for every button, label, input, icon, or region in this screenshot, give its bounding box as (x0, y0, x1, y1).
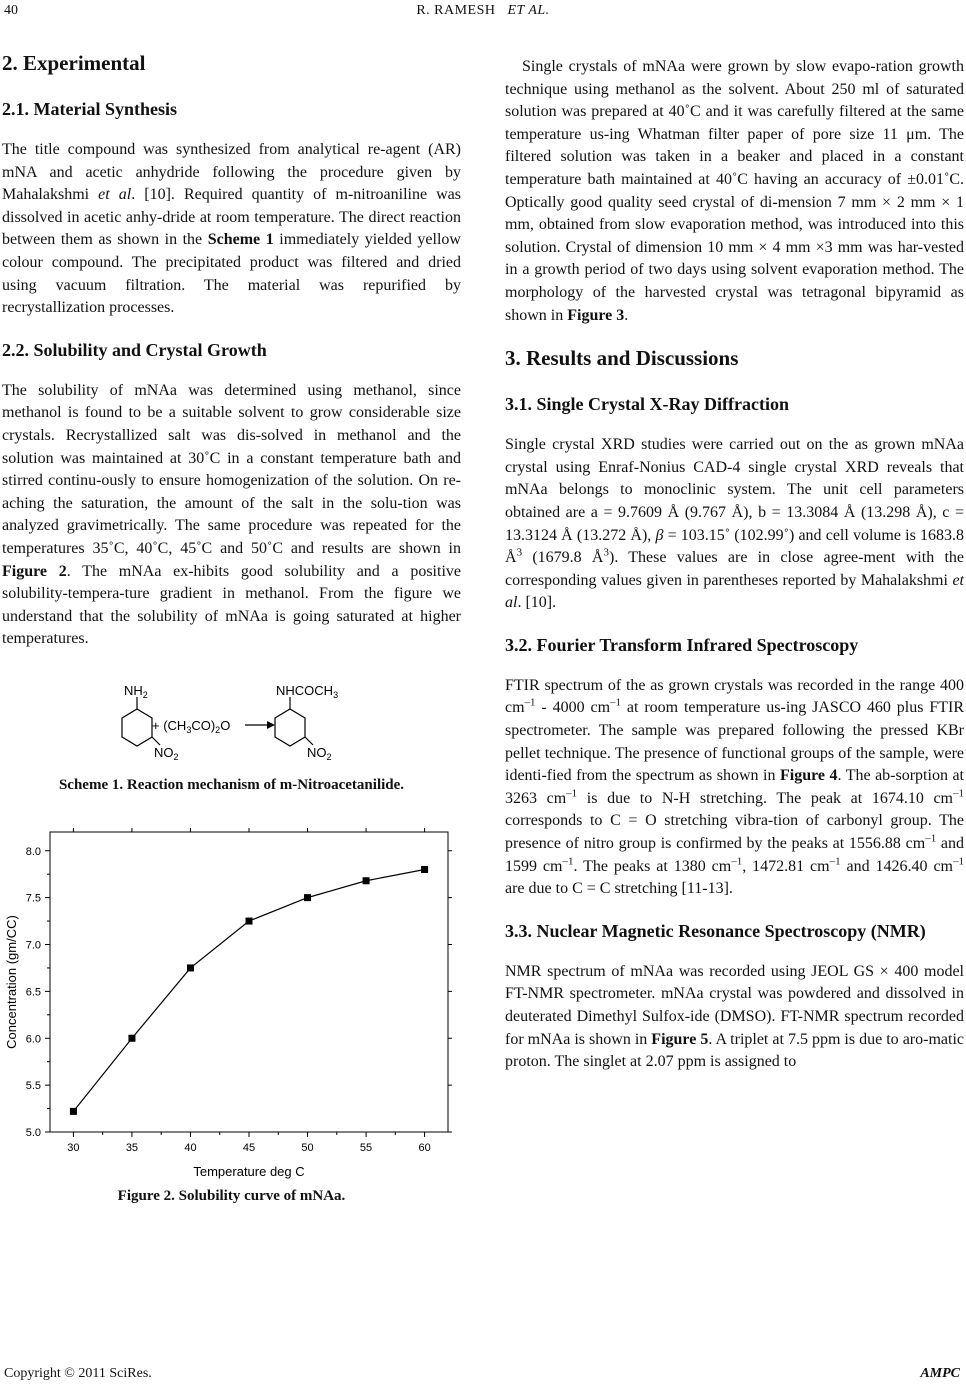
scheme-1-reaction (2, 679, 461, 771)
figure-2-caption: Figure 2. Solubility curve of mNAa. (117, 1187, 346, 1204)
chart-x-tick-label: 40 (184, 1141, 197, 1154)
chart-x-axis-label: Temperature deg C (193, 1163, 305, 1179)
scheme-no2-label: $NO_2$ (154, 744, 179, 762)
paragraph-solubility: The solubility of mNAa was determined using methanol, since methanol is found to be a suitable solvent to grow considerable size crystals. Recrystallized salt was dis-solved in methanol and the solution was maintained at 30˚C in a constant temperature bath and stirred continu-ously to ensure homogenization of the solution. On re-aching the saturation, the amount of the salt in the solu-tion was analyzed gravimetrically. The same procedure was repeated for the temperatures 35˚C, 40˚C, 45˚C and 50˚C and results are shown in Figure 2. The mNAa ex-hibits good solubility and a positive solubility-tempera-ture gradient in methanol. From the figure we understand that the solubility of mNAa is going saturated at higher temperatures. (2, 381, 461, 648)
chart-y-tick-label: 7.5 (25, 892, 41, 905)
footer-copyright: Copyright © 2011 SciRes. (4, 1366, 152, 1381)
heading-results: 3. Results and Discussions (505, 346, 739, 371)
chart-x-tick-label: 60 (418, 1141, 431, 1154)
scheme-product-label: $NHCOCH_3$ (276, 682, 339, 700)
footer-journal: AMPC (920, 1366, 960, 1381)
running-header (0, 3, 966, 19)
benzene-ring-product (275, 709, 305, 746)
chart-y-tick-label: 5.5 (25, 1080, 41, 1092)
heading-material-synthesis: 2.1. Material Synthesis (2, 99, 177, 119)
chart-data-point (246, 917, 253, 924)
heading-ftir: 3.2. Fourier Transform Infrared Spectroscopy (505, 634, 859, 655)
scheme-nh2-label: $NH_2$ (124, 682, 148, 700)
chart-x-tick-label: 45 (242, 1141, 256, 1154)
running-header-authors: R. RAMESH (416, 3, 496, 18)
chart-y-tick-label: 6.0 (25, 1033, 41, 1046)
heading-nmr: 3.3. Nuclear Magnetic Resonance Spectroscopy (NMR) (505, 920, 926, 941)
chart-data-point (363, 877, 370, 884)
chart-x-tick-label: 30 (67, 1141, 80, 1154)
heading-solubility: 2.2. Solubility and Crystal Growth (2, 339, 267, 360)
scheme-1-caption: Scheme 1. Reaction mechanism of m-Nitroacetanilide. (58, 776, 405, 793)
chart-x-tick-label: 50 (301, 1141, 314, 1154)
chart-y-axis-label: Concentration (gm/CC) (4, 915, 19, 1049)
chart-data-point (187, 964, 194, 971)
left-column (2, 50, 461, 1205)
chart-data-point (421, 866, 428, 873)
scheme-reagent-label: + $(CH_3CO)_2O$ (152, 717, 231, 735)
chart-y-tick-label: 7.0 (25, 939, 41, 952)
heading-experimental: 2. Experimental (2, 51, 146, 75)
chart-y-tick-label: 5.0 (25, 1126, 41, 1139)
right-column (505, 50, 964, 1092)
benzene-ring-reactant (122, 709, 152, 746)
paragraph-ftir: FTIR spectrum of the as grown crystals was recorded in the range 400 $cm^{-1} - 4000$ $cm^{-1}$ at room temperature us-ing JASCO 460 plus FTIR spectrometer. The sample was prepared following the pressed KBr pellet technique. The presence of functional groups of the sample, were identi-fied from the spectrum as shown in Figure 4. The ab-sorption at 3263 $cm^{-1}$ is due to N-H stretching. The peak at 1674.10 $cm^{-1}$ corresponds to C = O stretching vibra-tion of carbonyl group. The presence of nitro group is confirmed by the peaks at 1556.88 $cm^{-1}$ and 1599 $cm^{-1}$. The peaks at 1380 $cm^{-1}$, 1472.81 $cm^{-1}$ and 1426.40 $cm^{-1}$ are due to C = C stretching [11-13]. (505, 676, 965, 898)
chart-data-point (304, 894, 311, 901)
scheme-product-no2-label: $NO_2$ (307, 744, 332, 762)
solubility-chart-svg (2, 822, 461, 1182)
chart-y-tick-label: 8.0 (25, 845, 41, 858)
page-number: 40 (4, 3, 18, 18)
paragraph-synthesis: The title compound was synthesized from analytical re-agent (AR) mNA and acetic anhydride following the procedure given by Mahalakshmi et al. [10]. Required quantity of m-nitroaniline was dissolved in acetic anhy-dride at room temperature. The direct reaction between them as shown in the Scheme 1 immediately yielded yellow colour compound. The precipitated product was filtered and dried using vacuum filtration. The material was repurified by recrystallization processes. (2, 141, 462, 317)
chart-data-point (70, 1108, 77, 1115)
chart-x-tick-label: 55 (359, 1141, 373, 1154)
paragraph-crystal-growth: Single crystals of mNAa were grown by slow evapo-ration growth technique using methanol as the solvent. About 250 ml of saturated solution was prepared at 40˚C and it was carefully filtered at the same temperature us-ing Whatman filter paper of pore size 11 μm. The filtered solution was taken in a beaker and placed in a constant temperature bath maintained at 40˚C having an accuracy of ±0.01˚C. Optically good quality seed crystal of di-mension 7 mm × 2 mm × 1 mm, obtained from slow evaporation method, was introduced into this solution. Crystal of dimension 10 mm × 4 mm ×3 mm was har-vested in a growth period of two days using solvent evaporation method. The morphology of the harvested crystal was tetragonal bipyramid as shown in Figure 3. (505, 58, 964, 324)
running-header-etal: ET AL. (507, 3, 550, 18)
chart-y-tick-label: 6.5 (25, 986, 41, 999)
chart-series-line (73, 869, 424, 1111)
figure-2-chart (2, 822, 461, 1182)
paragraph-xrd: Single crystal XRD studies were carried out on the as grown mNAa crystal using Enraf-Nonius CAD-4 single crystal XRD reveals that mNAa belongs to monoclinic system. The unit cell parameters obtained are a = 9.7609 Å (9.767 Å), b = 13.3084 Å (13.298 Å), c = 13.3124 Å (13.272 Å), β = 103.15˚ (102.99˚) and cell volume is 1683.8 $Å^3$ (1679.8 $Å^3$). These values are in close agree-ment with the corresponding values given in parentheses reported by Mahalakshmi et al. [10]. (505, 436, 964, 612)
chart-x-tick-label: 35 (125, 1141, 139, 1154)
chart-data-point (128, 1035, 135, 1042)
reaction-scheme-drawing (2, 679, 461, 771)
paragraph-nmr: NMR spectrum of mNAa was recorded using JEOL GS × 400 model FT-NMR spectrometer. mNAa crystal was powdered and dissolved in deuterated Dimethyl Sulfox-ide (DMSO). FT-NMR spectrum recorded for mNAa is shown in Figure 5. A triplet at 7.5 ppm is due to aro-matic proton. The singlet at 2.07 ppm is assigned to (505, 962, 964, 1071)
heading-xrd: 3.1. Single Crystal X-Ray Diffraction (505, 394, 789, 415)
